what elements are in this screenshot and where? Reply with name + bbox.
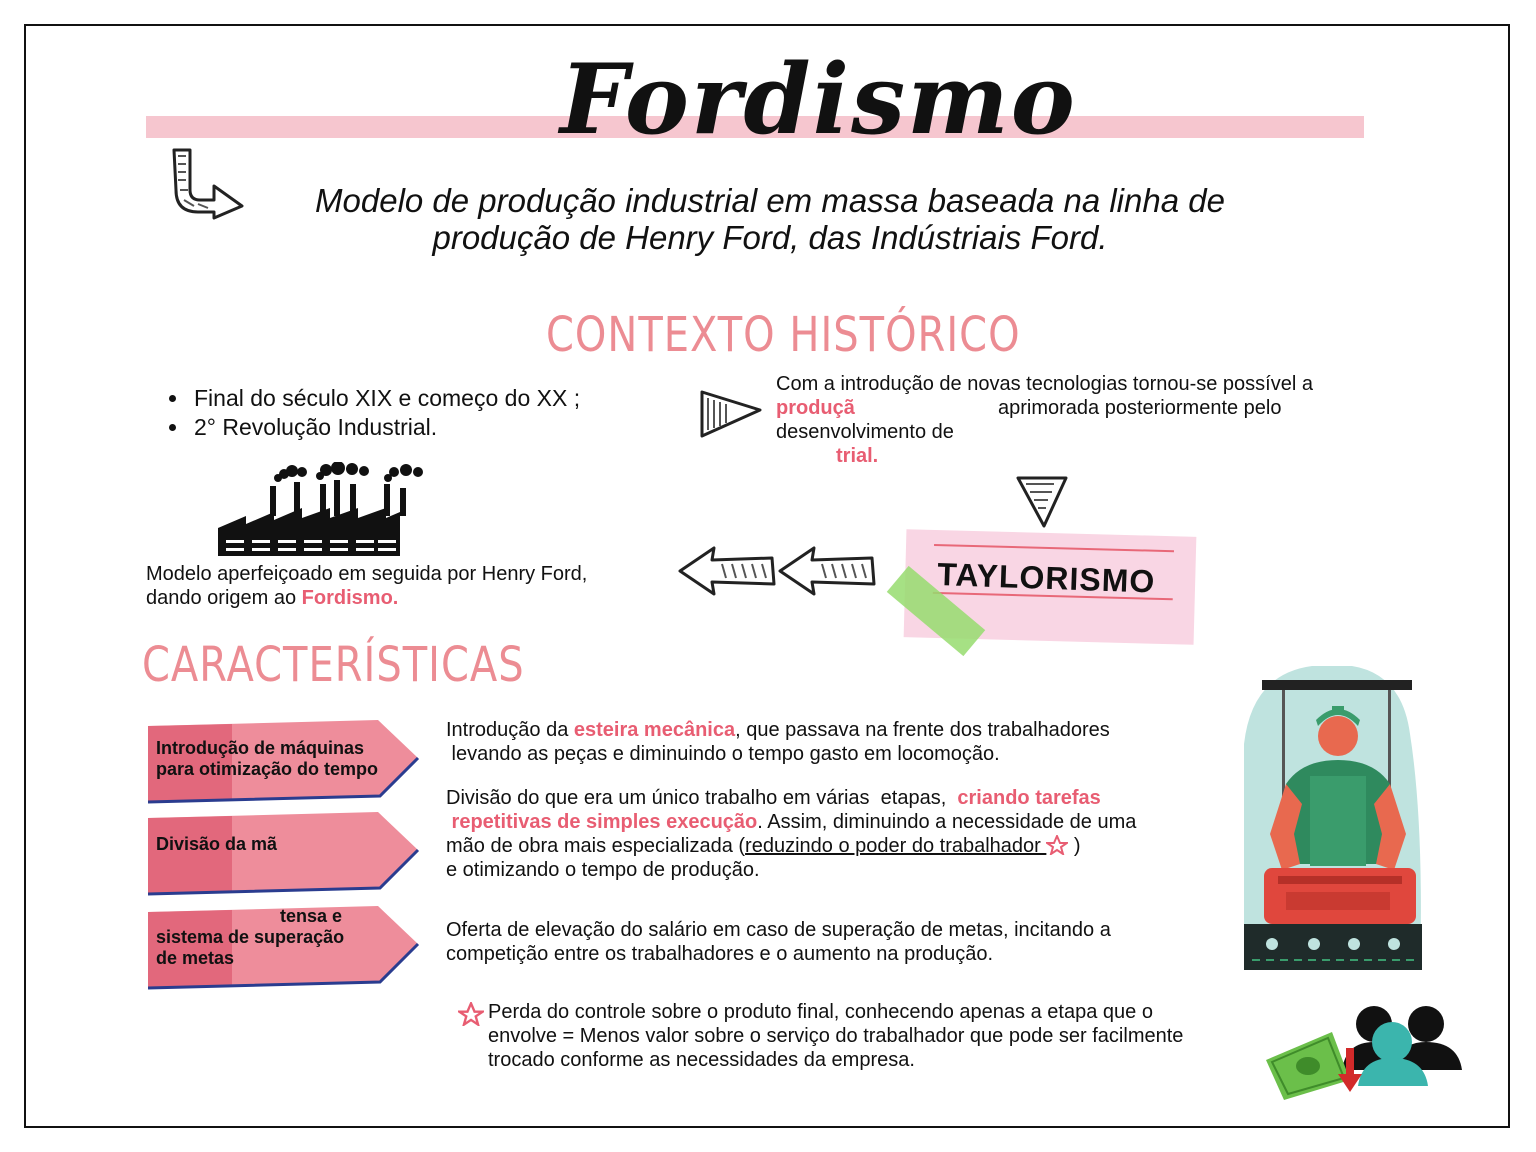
ribbon-divisao [148, 808, 418, 888]
intro-line-3: desenvolvimento de [776, 421, 954, 443]
bullet-item: • Final do século XIX e começo do XX ; [190, 384, 580, 413]
ribbon-2-label [156, 834, 277, 855]
fordismo-origin-text [146, 562, 666, 610]
intro-highlight-2: trial. [836, 445, 879, 467]
subtitle [240, 182, 1300, 256]
factory-icon [216, 462, 428, 556]
context-intro-text [776, 372, 1396, 468]
intro-line-1: Com a introdução de novas tecnologias tornou-se possível a [776, 373, 1313, 395]
item-2-line-3 [446, 834, 1226, 858]
item-2-underlined: reduzindo o poder do trabalhador [745, 835, 1047, 857]
item-3-line-1: Oferta de elevação do salário em caso de superação de metas, incitando a [446, 919, 1111, 941]
intro-line-4 [776, 444, 1396, 468]
item-2-line-2 [446, 810, 1226, 834]
item-2-line-1 [446, 786, 1226, 810]
item-2-highlight-1: criando tarefas [951, 787, 1101, 809]
item-esteira-text [446, 718, 1226, 766]
double-left-arrow-icon [676, 540, 876, 602]
money-people-icon [1264, 1002, 1464, 1102]
ribbon-3-line-2: sistema de superação [156, 927, 345, 947]
section-heading-contexto: CONTEXTO HISTÓRICO [546, 308, 1021, 364]
item-divisao-text [446, 786, 1226, 882]
ribbon-2-line-1: Divisão da mã [156, 834, 278, 854]
subtitle-line-1: Modelo de produção industrial em massa baseada na linha de [315, 182, 1225, 219]
item-1-highlight: esteira mecânica [573, 719, 736, 741]
item-3-line-2: competição entre os trabalhadores e o aumento na produção. [446, 943, 994, 965]
curved-arrow-icon [168, 146, 248, 222]
item-2-highlight-2: repetitivas de simples execução [446, 811, 758, 833]
note-line-3: trocado conforme as necessidades da empresa. [488, 1049, 915, 1071]
bullet-item: • 2° Revolução Industrial. [190, 413, 580, 442]
star-icon [1046, 835, 1068, 855]
ribbon-3-label [156, 906, 344, 969]
fordismo-line-1: Modelo aperfeiçoado em seguida por Henry Ford, [146, 563, 588, 585]
item-1-post: , que passava na frente dos trabalhadores [735, 719, 1110, 741]
intro-line-2b: aprimorada posteriormente pelo [998, 397, 1282, 419]
intro-line-2 [776, 396, 1396, 420]
ribbon-maquinas [148, 716, 418, 796]
fordismo-line-2-pre: dando origem ao [146, 587, 302, 609]
ribbon-metas [148, 902, 418, 982]
section-heading-caracteristicas: CARACTERÍSTICAS [142, 638, 525, 694]
item-2-line-3-post: ) [1068, 835, 1081, 857]
taylorismo-label: TAYLORISMO [936, 556, 1156, 600]
fordismo-line-2 [146, 586, 666, 610]
star-icon [458, 1002, 484, 1026]
fordismo-highlight: Fordismo. [301, 587, 399, 609]
item-2-line-3-pre: mão de obra mais especializada ( [446, 835, 746, 857]
item-2-line-1-pre: Divisão do que era um único trabalho em várias etapas, [446, 787, 952, 809]
item-1-line-2: levando as peças e diminuindo o tempo gasto em locomoção. [446, 743, 1000, 765]
ribbon-3-line-1: tensa e [280, 906, 343, 926]
note-text [488, 1000, 1268, 1072]
item-1-line-1 [446, 718, 1226, 742]
ribbon-3-line-3: de metas [156, 948, 235, 968]
item-2-line-2-post: . Assim, diminuindo a necessidade de uma [757, 811, 1137, 833]
note-line-1: Perda do controle sobre o produto final, conhecendo apenas a etapa que o [488, 1001, 1153, 1023]
worker-illustration [1242, 664, 1424, 970]
ribbon-1-label [156, 738, 378, 780]
ribbon-1-line-1: Introdução de máquinas [156, 738, 365, 758]
item-metas-text [446, 918, 1226, 966]
intro-highlight-1: produçã [776, 397, 855, 419]
taylorismo-line-top [934, 544, 1174, 552]
item-2-line-4: e otimizando o tempo de produção. [446, 859, 760, 881]
page-title: Fordismo [560, 43, 1077, 156]
item-1-pre: Introdução da [446, 719, 574, 741]
subtitle-line-2: produção de Henry Ford, das Indústriais Ford. [432, 219, 1108, 256]
note-line-2: envolve = Menos valor sobre o serviço do trabalhador que pode ser facilmente [488, 1025, 1184, 1047]
triangle-arrow-right-icon [698, 386, 764, 442]
triangle-arrow-down-icon [1014, 472, 1070, 530]
context-bullet-list [160, 384, 580, 442]
ribbon-1-line-2: para otimização do tempo [156, 759, 379, 779]
